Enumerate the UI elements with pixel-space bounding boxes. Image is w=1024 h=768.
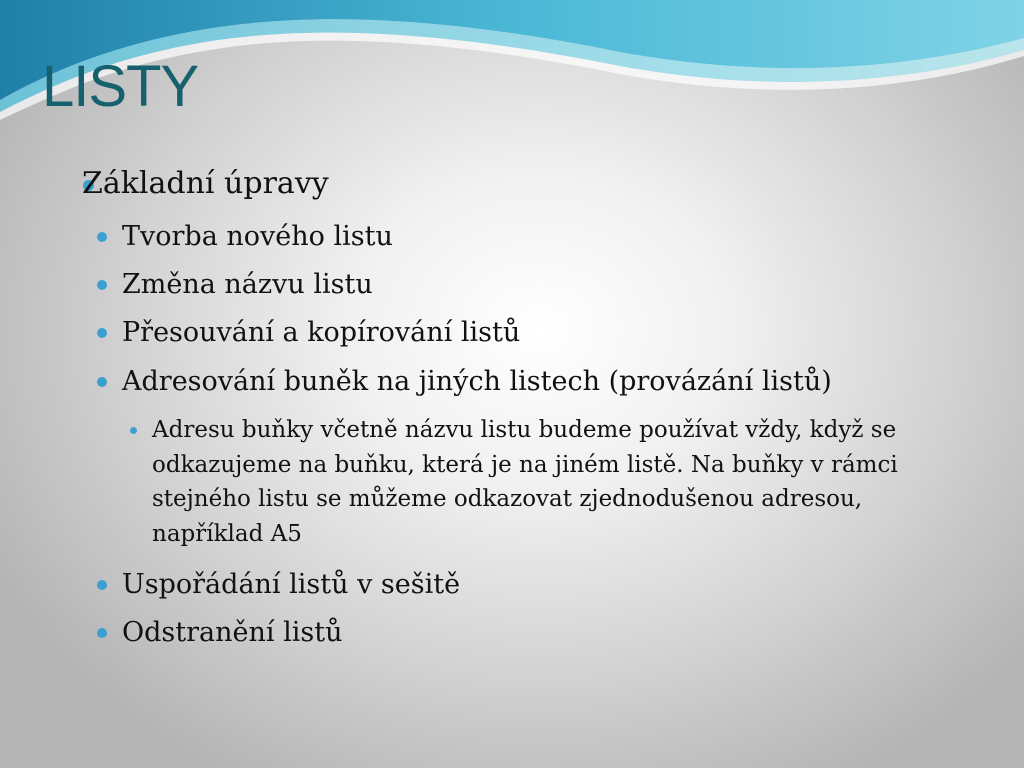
list-item-level2: Změna názvu listu [122,269,373,300]
bullet-icon [97,280,107,290]
bullet-icon [97,377,107,387]
list-item-level2: Tvorba nového listu [122,221,393,252]
bullet-icon [130,427,137,434]
bullet-icon [97,628,107,638]
list-item-level2: Odstranění listů [122,617,343,648]
slide-title: LISTY [42,54,199,119]
bullet-icon [97,232,107,242]
list-item-level3: Adresu buňky včetně názvu listu budeme používat vždy, když se odkazujeme na buňku, která je na jiném listě. Na buňky v rámci stejného listu se můžeme odkazovat zjednodušenou adresou, například A5 [152,417,898,547]
list-item-level1: Základní úpravy [82,166,329,201]
list-item-level2: Uspořádání listů v sešitě [122,569,461,600]
bullet-icon [97,328,107,338]
bullet-icon [97,580,107,590]
list-item-level2: Adresování buněk na jiných listech (provázání listů) [122,366,832,397]
list-item-level2: Přesouvání a kopírování listů [122,317,521,348]
